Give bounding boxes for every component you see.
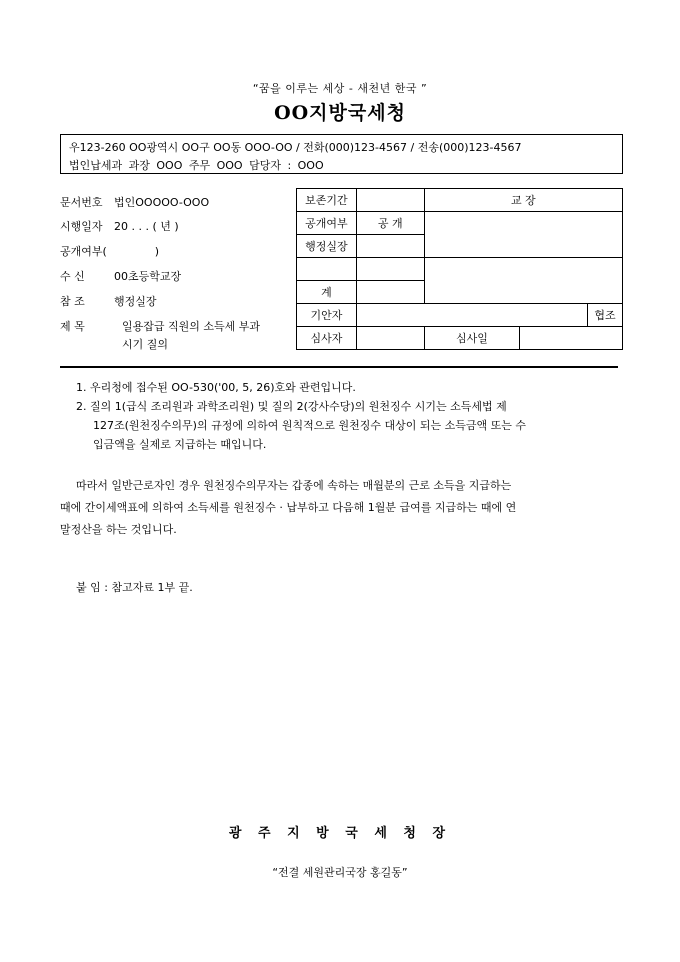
retention-value [356,189,424,212]
date-label: 시행일자 [60,220,103,233]
attachment-line: 붙 임 : 참고자료 1부 끝. [76,581,193,594]
address-line: 우123-260 OO광역시 OO구 OO동 OOO-OO / 전화(000)123-4567 / 전송(000)123-4567 [69,141,522,154]
date-row [60,218,179,234]
body-item-2-line-3: 입금액을 실제로 지급하는 때입니다. [93,438,267,451]
total-label: 계 [297,281,357,304]
disclosure-cell-label: 공개여부 [297,212,357,235]
doc-number-row [60,194,209,210]
subject-label: 제 목 [60,320,85,333]
reference-label: 참 조 [60,295,85,308]
subject-row-cont [122,336,168,352]
body-paragraph-line-2: 때에 간이세액표에 의하여 소득세를 원천징수 · 납부하고 다음해 1월분 급여를 지급하는 때에 연 [60,501,517,514]
slogan: “꿈을 이루는 세상 - 새천년 한국 ” [252,82,428,95]
admin-head-value [356,235,424,258]
body-paragraph-line-3: 말정산을 하는 것입니다. [60,523,177,536]
body-item-2-line-2: 127조(원천징수의무)의 규정에 의하여 원칙적으로 원천징수 대상이 되는 소득금액 또는 수 [93,419,526,432]
reviewer-label: 심사자 [297,327,357,350]
blank-label-cell [297,258,357,281]
subject-value-2: 시기 질의 [122,338,169,351]
subject-row [60,318,260,334]
review-date-value [520,327,623,350]
body-paragraph-line-1: 따라서 일반근로자인 경우 원천징수의무자는 갑종에 속하는 매월분의 근로 소득을 지급하는 [76,479,512,492]
body-item-1: 1. 우리청에 접수된 OO-530('00, 5, 26)호와 관련입니다. [76,381,356,394]
doc-number-value: 법인OOOOO-OOO [114,196,210,209]
issuing-office: 광 주 지 방 국 세 청 장 [228,826,452,841]
page-title: OO지방국세청 [274,102,406,124]
doc-number-label: 문서번호 [60,196,103,209]
review-date-label: 심사일 [424,327,520,350]
reviewer-value [356,327,424,350]
body-item-2-line-1: 2. 질의 1(급식 조리원과 과학조리원) 및 질의 2(강사수당)의 원천징수 시기는 소득세법 제 [76,400,507,413]
disclosure-value: ) [154,245,160,258]
department-line: 법인납세과 과장 OOO 주무 OOO 담당자 : OOO [69,159,324,172]
recipient-value: 00초등학교장 [114,270,182,283]
retention-label: 보존기간 [297,189,357,212]
drafter-value [356,304,587,327]
reference-value: 행정실장 [114,295,157,308]
divider [60,366,618,368]
signature-line: “전결 세원관리국장 홍길동” [272,866,408,879]
disclosure-label: 공개여부( [60,245,107,258]
date-value: 20 . . . ( 년 ) [114,220,179,233]
total-value [356,281,424,304]
principal-label: 교 장 [424,189,622,212]
approval-table [296,188,623,350]
disclosure-cell-value: 공 개 [356,212,424,235]
blank-value-cell [356,258,424,281]
address-box [60,134,623,174]
reference-row [60,293,157,309]
disclosure-row [60,243,159,259]
subject-value: 일용잡급 직원의 소득세 부과 [122,320,261,333]
cooperation-label: 협조 [588,304,623,327]
admin-head-label: 행정실장 [297,235,357,258]
drafter-label: 기안자 [297,304,357,327]
recipient-label: 수 신 [60,270,85,283]
approval-sign-cell [424,258,622,304]
recipient-row [60,268,181,284]
principal-sign-cell [424,212,622,258]
